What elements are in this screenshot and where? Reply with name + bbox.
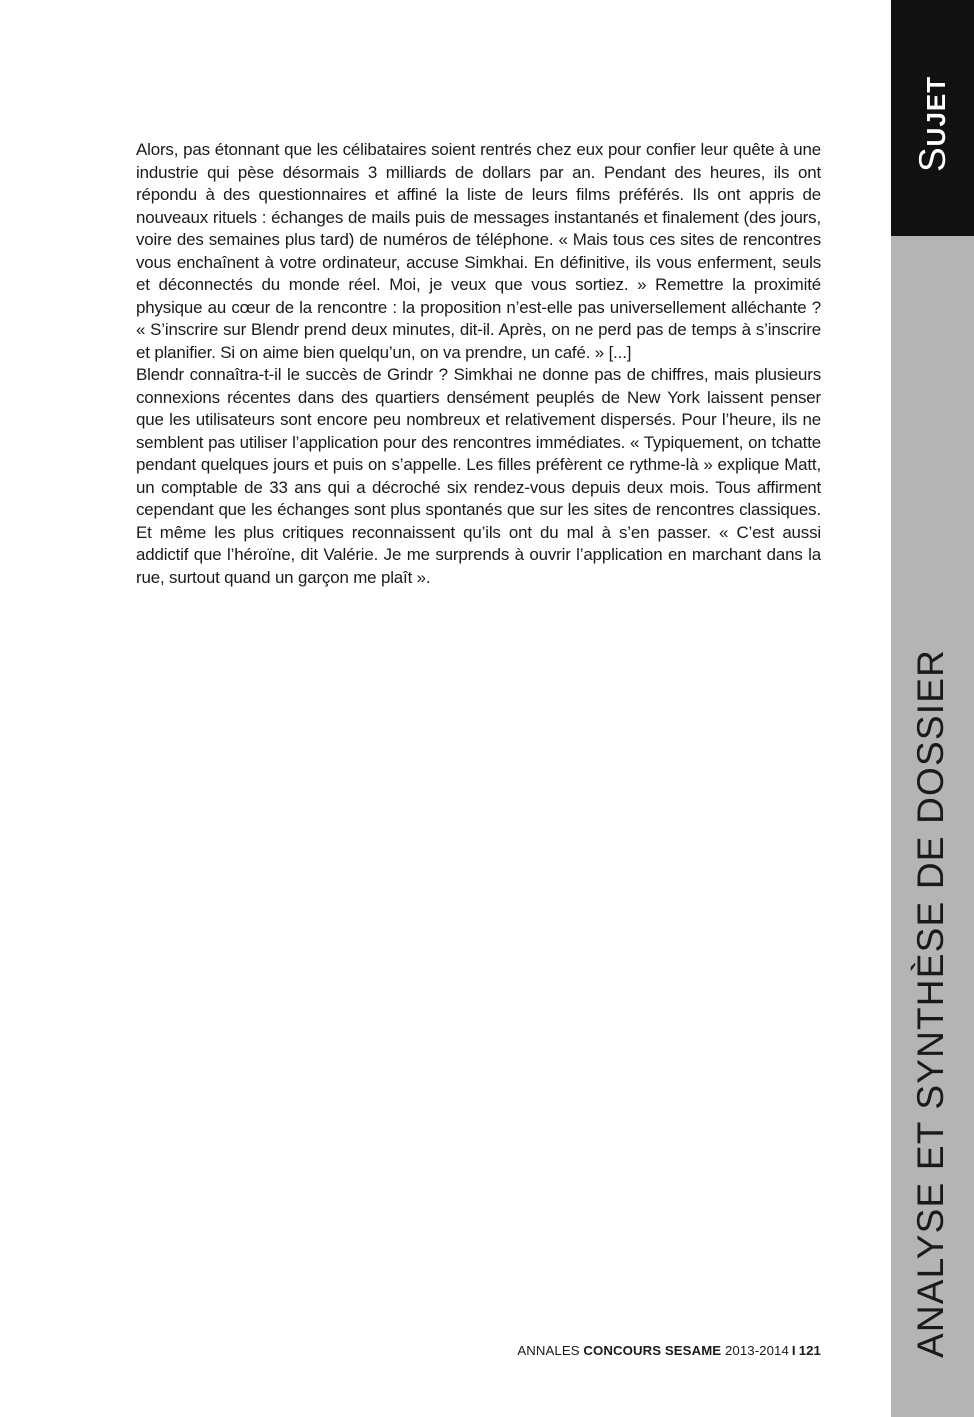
sujet-initial: S — [912, 146, 953, 172]
article-paragraph: Blendr connaîtra-t-il le succès de Grindr ? Simkhai ne donne pas de chiffres, mais plusieurs connexions récentes dans des quartiers densément peuplés de New York laissent penser que les utilisateurs sont encore peu nombreux et relativement dispersés. Pour l’heure, ils ne semblent pas utiliser l’application pour des rencontres immédiates. « Typiquement, on tchatte pendant quelques jours et puis on s’appelle. Les filles préfèrent ce rythme-là » explique Matt, un comptable de 33 ans qui a décroché six rendez-vous depuis deux mois. Tous affirment cependant que les échanges sont plus spontanés que sur les sites de rencontres classiques. Et même les plus critiques reconnaissent qu’ils ont du mal à s’en passer. « C’est aussi addictif que l’héroïne, dit Valérie. Je me surprends à ouvrir l’application en marchant dans la rue, surtout quand un garçon me plaît ». — [136, 365, 821, 587]
footer-prefix: ANNALES — [517, 1343, 580, 1358]
article-paragraph: Alors, pas étonnant que les célibataires soient rentrés chez eux pour confier leur quête à une industrie qui pèse désormais 3 milliards de dollars par an. Pendant des heures, ils ont répondu à des questionnaires et affiné la liste de leurs films préférés. Ils ont appris de nouveaux rituels : échanges de mails puis de messages instantanés et finalement (des jours, voire des semaines plus tard) de numéros de téléphone. « Mais tous ces sites de rencontres vous enchaînent à votre ordinateur, accuse Simkhai. En définitive, ils vous enferment, seuls et déconnectés du monde réel. Moi, je veux que vous sortiez. » Remettre la proximité physique au cœur de la rencontre : la proposition n’est-elle pas universellement alléchante ? « S’inscrire sur Blendr prend deux minutes, dit-il. Après, on ne perd pas de temps à s’inscrire et planifier. Si on aime bien quelqu’un, on va prendre, un café. » [...] — [136, 140, 821, 362]
sujet-tab-label — [914, 76, 951, 172]
page-number: 121 — [798, 1343, 821, 1358]
article-body — [136, 139, 821, 589]
section-title-vertical: ANALYSE ET SYNTHÈSE DE DOSSIER — [910, 648, 951, 1358]
page-footer — [517, 1343, 821, 1358]
footer-title: CONCOURS SESAME — [583, 1343, 722, 1358]
footer-separator: I — [791, 1343, 796, 1358]
sujet-rest: UJET — [921, 75, 951, 147]
footer-years: 2013-2014 — [724, 1343, 789, 1358]
